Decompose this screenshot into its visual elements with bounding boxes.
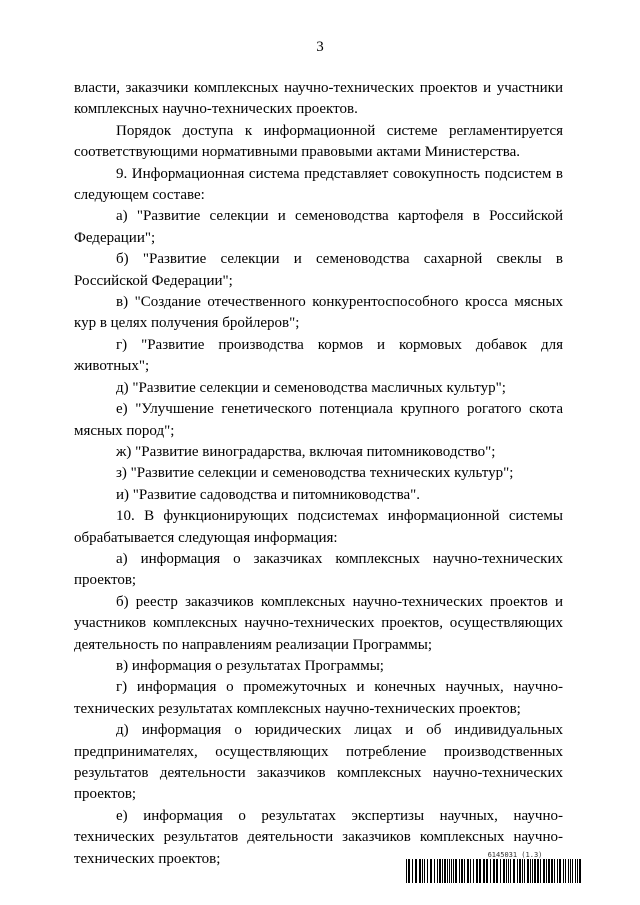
page-number: 3 (316, 39, 324, 55)
barcode-icon (406, 859, 584, 883)
list-item: б) реестр заказчиков комплексных научно-технических проектов и участников комплексных научно-технических проектов, осуществляющих деятельность по направлениям реализации Программы; (74, 593, 563, 653)
paragraph: Порядок доступа к информационной системе регламентируется соответствующими нормативными правовыми актами Министерства. (74, 122, 563, 161)
document-body (74, 78, 563, 870)
list-item: е) информация о результатах экспертизы научных, научно-технических результатов деятельности заказчиков комплексных научно-технических проектов; (74, 807, 563, 867)
list-item: д) "Развитие селекции и семеноводства масличных культур"; (116, 379, 506, 396)
list-item: а) "Развитие селекции и семеноводства картофеля в Российской Федерации"; (74, 208, 563, 246)
list-item: б) "Развитие селекции и семеноводства сахарной свеклы в Российской Федерации"; (74, 251, 563, 289)
list-item: в) "Создание отечественного конкурентоспособного кросса мясных кур в целях получения бройлеров"; (74, 294, 563, 332)
list-item: з) "Развитие селекции и семеноводства технических культур"; (116, 465, 514, 482)
list-item: д) информация о юридических лицах и об индивидуальных предпринимателях, осуществляющих потребление производственных результатов деятельности заказчиков комплексных научно-технических проектов; (74, 722, 563, 803)
list-item: г) информация о промежуточных и конечных научных, научно-технических результатах комплексных научно-технических проектов; (74, 679, 563, 717)
paragraph: власти, заказчики комплексных научно-технических проектов и участники комплексных научно-технических проектов. (74, 80, 563, 118)
paragraph: 9. Информационная система представляет совокупность подсистем в следующем составе: (74, 165, 563, 204)
list-item: в) информация о результатах Программы; (116, 657, 384, 674)
list-item: г) "Развитие производства кормов и кормовых добавок для животных"; (74, 336, 563, 375)
list-item: и) "Развитие садоводства и питомниководства". (116, 486, 421, 503)
barcode-block (406, 851, 584, 883)
barcode-caption: 6145031 (1.3) (487, 851, 543, 859)
list-item: е) "Улучшение генетического потенциала крупного рогатого скота мясных пород"; (74, 401, 563, 439)
list-item: а) информация о заказчиках комплексных научно-технических проектов; (74, 550, 563, 589)
list-item: ж) "Развитие виноградарства, включая питомниководство"; (116, 443, 496, 460)
paragraph: 10. В функционирующих подсистемах информационной системы обрабатывается следующая информация: (74, 508, 563, 546)
